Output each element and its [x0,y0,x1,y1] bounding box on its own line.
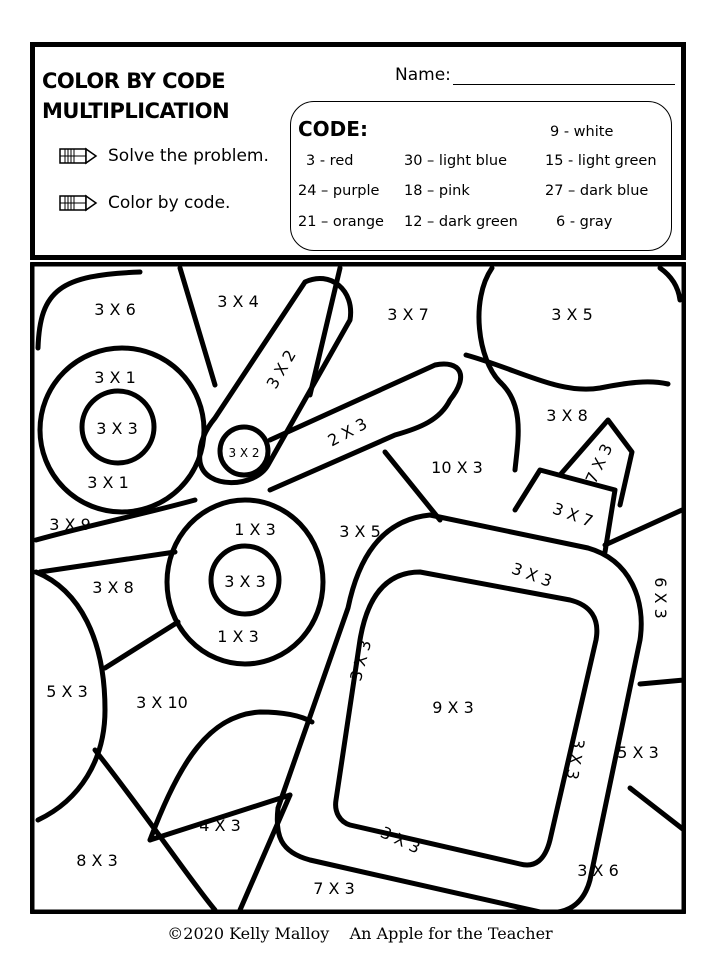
region-label: 3 X 9 [49,515,91,534]
region-label: 3 X 10 [136,693,188,712]
region-label: 3 X 6 [577,861,619,880]
region-label: 3 X 3 [377,822,424,858]
region-label: 3 X 5 [339,522,381,541]
region-label: 4 X 3 [199,816,241,835]
region-label: 3 X 3 [509,558,555,591]
region-label: 3 X 5 [551,305,593,324]
region-line [180,268,215,385]
region-label: 3 X 8 [546,406,588,425]
code-entry: 3 - red [306,153,354,169]
region-label: 3 X 1 [94,368,136,387]
instruction-color: Color by code. [58,193,230,213]
name-field[interactable]: Name: [395,64,675,85]
code-entry: 12 – dark green [404,214,518,230]
region-label: 2 X 3 [324,414,371,451]
code-title: CODE: [298,117,368,141]
region-line [105,622,178,668]
pencil-icon [58,193,98,213]
region-label: 7 X 3 [313,879,355,898]
region-label: 8 X 3 [76,851,118,870]
region-line [310,268,340,395]
coloring-picture [30,262,686,914]
region-label: 1 X 3 [217,627,259,646]
code-entry: 6 - gray [556,214,613,230]
region-label: 3 X 7 [550,498,596,531]
region-label: 3 X 3 [346,638,376,684]
instruction-solve: Solve the problem. [58,146,269,166]
region-line [630,788,684,830]
code-entry: 27 – dark blue [545,183,649,199]
region-label: 3 X 3 [96,419,138,438]
region-line [660,268,680,300]
worksheet-title: COLOR BY CODE MULTIPLICATION [42,69,230,123]
region-label: 3 X 2 [262,346,300,392]
code-entry: 18 – pink [404,183,470,199]
region-label: 3 X 8 [92,578,134,597]
region-label: 5 X 3 [617,743,659,762]
code-entry: 24 – purple [298,183,380,199]
region-label: 6 X 3 [651,577,670,619]
region-label: 10 X 3 [431,458,483,477]
region-line [466,355,668,389]
region-label: 3 X 4 [217,292,259,311]
code-entry: 30 – light blue [404,153,508,169]
glue-label [336,572,597,865]
footer: ©2020 Kelly Malloy An Apple for the Teacher [167,924,553,943]
region-label: 3 X 2 [228,446,260,460]
name-line[interactable] [453,64,675,85]
code-entry: 15 - light green [545,153,657,169]
region-label: 9 X 3 [432,698,474,717]
region-label: 1 X 3 [234,520,276,539]
region-label: 5 X 3 [46,682,88,701]
region-line [640,680,684,684]
code-entry: 21 – orange [298,214,384,230]
region-label: 3 X 6 [94,300,136,319]
code-entry: 9 - white [550,124,614,140]
region-line [240,795,290,910]
region-label: 3 X 3 [562,736,589,782]
pencil-icon [58,146,98,166]
region-label: 7 X 3 [581,440,617,487]
region-line [40,552,175,572]
region-label: 3 X 3 [224,572,266,591]
region-label: 3 X 1 [87,473,129,492]
region-line [605,510,682,545]
region-label: 3 X 7 [387,305,429,324]
